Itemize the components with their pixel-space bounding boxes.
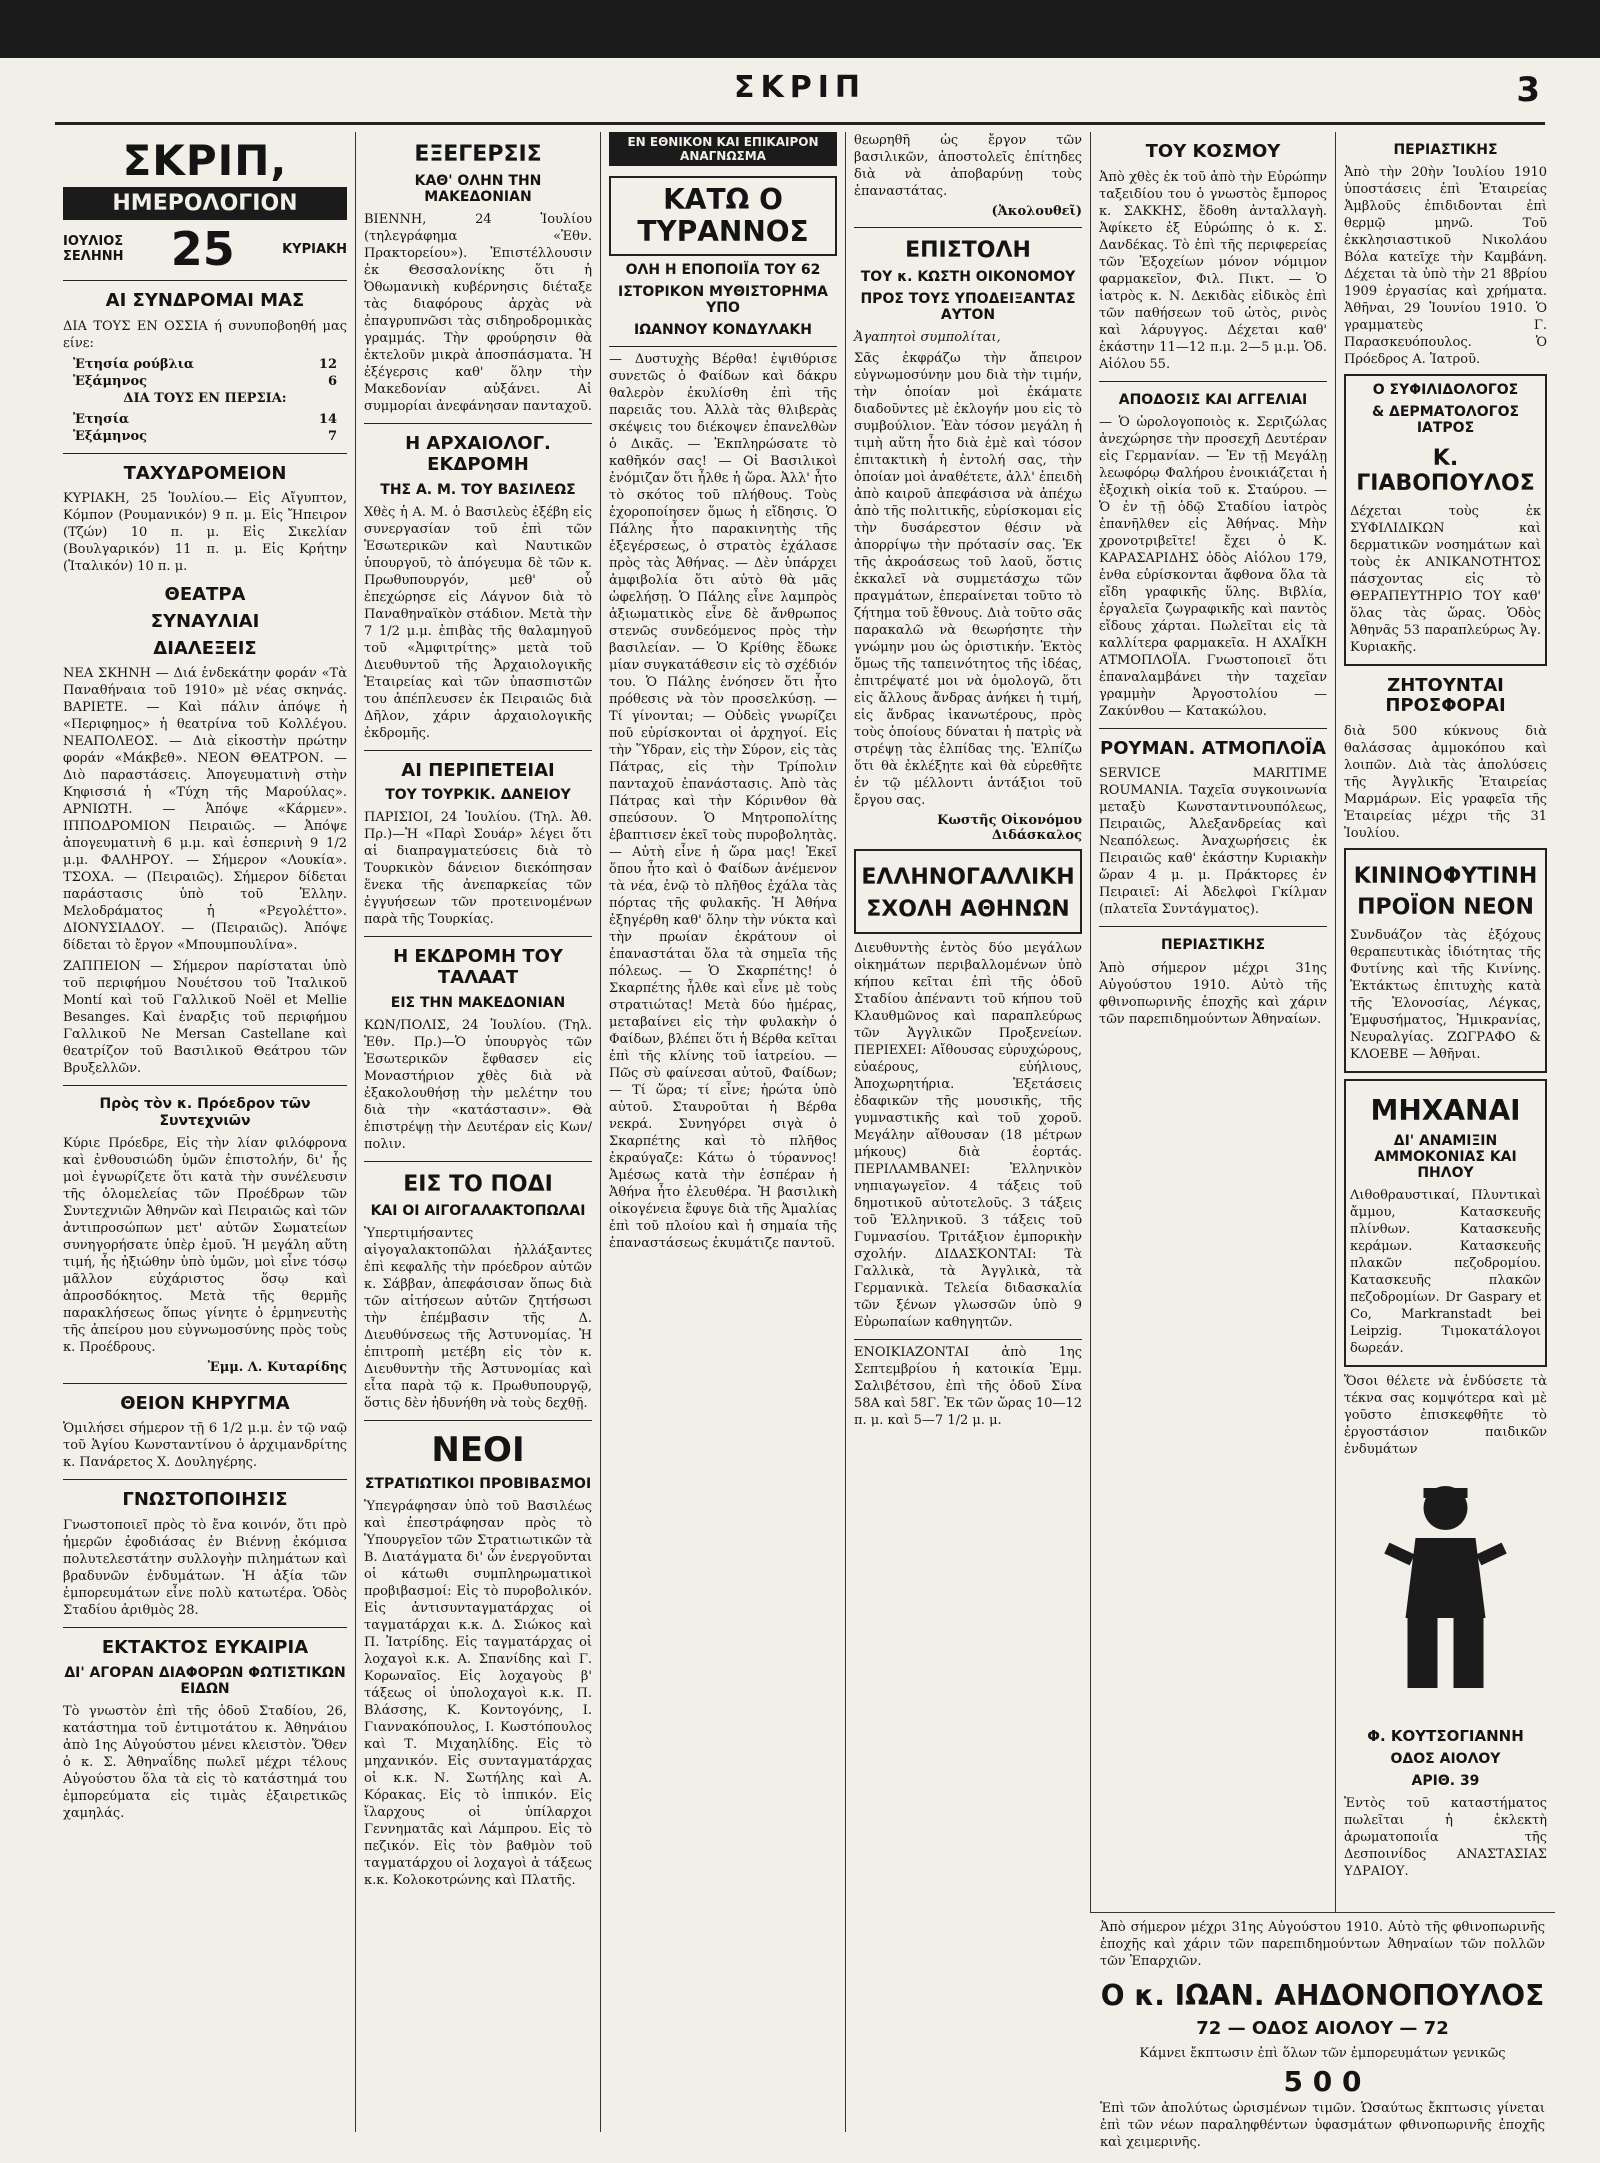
- serial-continued: (Ἀκολουθεῖ): [991, 204, 1082, 219]
- serial-text: — Δυστυχὴς Βέρθα! ἐψιθύρισε συνετῶς ὁ Φαίδων καὶ δάκρυ θαλερὸν ἐκυλίσθη ἐπὶ τῆς παρειᾶς του. Ἀλλὰ τὰς θλιβερὰς σκέψεις του διέκοψεν ἐπανελθὼν ὁ Δικᾶς. — Ἐκπληρώσατε τὸ καθῆκόν σας! — Οἱ Βασιλικοὶ ἐνόμιζαν ὅτι ἦλθε ἡ ὥρα. Ἀλλ' ἦτο τὸ σκότος τοῦ πλήθους. Τοὺς ἐχοροποίησεν ὅμως ἡ εἴδησις. Ὁ Πάλης ἦτο παρακινητὴς τῆς ἐξεγέρσεως, ὁ στρατὸς ἐχάλασε πρὸς τὰς Ἀθήνας. — Δὲν ὑπάρχει ἀμφιβολία ὅτι αὐτὸ θὰ μᾶς ὠφελήσῃ. Ὁ Πάλης εἶνε λαμπρὸς ἀξιωματικὸς εἶνε δὲ ἄνθρωπος στενῶς συνδεόμενος πρὸς τὴν βασιλείαν. — Ὁ Κρίθης ἔδωκε μίαν συγκατάθεσιν εἰς τὸ σχέδιόν του. Ὁ Πάλης ἐνόησεν ὅτι ἦτο πρόθεσις νὰ τὸν προσελκύσῃ. — Τί γίνονται; — Οὐδεὶς γνωρίζει ποῦ εὑρίσκονται οἱ ἀρχηγοί. Εἰς τὴν Ὕδραν, εἰς τὴν Σύρον, εἰς τὰς Πάτρας, εἰς τὴν Τρίπολιν πανταχοῦ ἐπανάστασις. Ἀπὸ τὰς Πάτρας καὶ τὴν Κόρινθον θὰ σπεύσουν. Ὁ Μητροπολίτης ἐβαπτισεν ἐκεῖ τοὺς πυροβολητὰς. — Αὐτὴ εἶνε ἡ ὥρα μας! Ἐκεῖ ὅπου ἦτο καὶ ὁ Φαίδων ἀνέμενον τὰ νέα, ἐνῷ τὸ πλῆθος ἐχάλα τὰς πόρτας τῆς φυλακῆς. Ἡ Ἀθήνα ἐξηγέρθη καθ' ὅλην τὴν νύκτα καὶ τὴν πρωίαν ἐκράτουν οἱ ἐπαναστάται ὅλα τὰ σημεῖα τῆς πόλεως. — Ὁ Σκαρπέτης! ὁ Σκαρπέτης ἦλθε καὶ εἶνε μὲ τοὺς στρατιώτας! Μετὰ δύο ἡμέρας, μεταβαίνει εἰς τὴν φυλακὴν ὁ Φαίδων, βλέπει ὅτι ἡ Βέρθα κεῖται ἐπὶ τῆς κλίνης τοῦ ἰατρείου. — Πῶς σὺ φαίνεσαι αὐτοῦ, Φαίδων; — Τί ὥρα; τί εἶνε; ἠρώτα ὑπὸ αὐτοῦ. Σταυροῦται ἡ Βέρθα νεκρά. Συνηγόρει σιγὰ ὁ Σκαρπέτης καὶ τὸ πλῆθος ἐκραύγαζε: Κάτω ὁ τύραννος! Ἀμέσως κατὰ τὴν ἑσπέραν ἡ Ἀθήνα ἦτο ἐλευθέρα. Ἡ βασιλικὴ οἰκογένεια ἔφυγε διὰ τῆς Ἀμαλίας ἐπὶ τοῦ πλοίου καὶ ἡ σημαία τῆς ἐπαναστάσεως ἐκυμάτιζε παντοῦ.: [609, 352, 837, 1252]
- letter-subtitle: ΠΡΟΣ ΤΟΥΣ ΥΠΟΔΕΙΞΑΝΤΑΣ ΑΥΤΟΝ: [860, 291, 1076, 324]
- subs-row-label: Ἑξάμηνος: [73, 373, 148, 389]
- page-number: 3: [1516, 70, 1540, 110]
- notices-heading: ΓΝΩΣΤΟΠΟΙΗΣΙΣ: [122, 1489, 288, 1511]
- school-text: Διευθυντὴς ἐντὸς δύο μεγάλων οἰκημάτων περιβαλλομένων ὑπὸ κήπου κεῖται ἐπὶ τῆς ὁδοῦ Σταδίου ἀπέναντι τοῦ κήπου τοῦ Κλαυθμῶνος καὶ παραπλεύρως τῶν Ἀγγλικῶν Προξενείων. ΠΕΡΙΕΧΕΙ: Αἴθουσας εὐρυχώρους, εὐαέρους, εὐήλιους, Ἀποχωρητήρια. Ἐξετάσεις ἐδαφικῶν τῆς μουσικῆς, τῆς γυμναστικῆς καὶ τοῦ χοροῦ. Μεγάλην αἴθουσαν (18 μέτρων μήκους) διὰ ἑορτάς. ΠΕΡΙΛΑΜΒΑΝΕΙ: Ἑλληνικὸν νηπιαγωγεῖον. 4 τάξεις τοῦ δημοτικοῦ αὐτοτελοῦς. 3 τάξεις τοῦ Ἑλληνικοῦ. 3 τάξεις τοῦ Γυμνασίου. Τριτάξιον ἐμπορικὴν σχολήν. ΔΙΔΑΣΚΟΝΤΑΙ: Τὰ Γαλλικὰ, τὰ Ἀγγλικὰ, τὰ Γερμανικὰ. Τελεία διδασκαλία τῶν ξένων γλωσσῶν ὑπὸ 9 Εὐρωπαίων καθηγητῶν.: [854, 940, 1082, 1330]
- letter-title: ΕΠΙΣΤΟΛΗ: [905, 238, 1031, 263]
- bottom-shop-ad: [1090, 1912, 1555, 2151]
- school-title: ΕΛΛΗΝΟΓΑΛΛΙΚΗ: [861, 865, 1075, 891]
- divider: [609, 346, 837, 347]
- article-subtitle: ΤΗΣ Α. Μ. ΤΟΥ ΒΑΣΙΛΕΩΣ: [380, 481, 576, 498]
- article-text: ΒΙΕΝΝΗ, 24 Ἰουλίου (τηλεγράφημα «Ἐθν. Πρακτορείου»). Ἐπιστέλλουσιν ἐκ Θεσσαλονίκης ὅτι ἡ Ὀθωμανικὴ κυβέρνησις διέταξε τὰς διαφόρους ἀρχὰς νὰ ἐπαγρυπνῶσι τὰς σιδηροδρομικὰς γραμμάς. Τὴν φρούρησιν θὰ ἐκτελοῦν μικρὰ ἀποσπάσματα. Ἡ ἐξέγερσις καθ' ὅλην τὴν Μακεδονίαν αὐξάνει. Αἱ συμμορίαι ἀνεφάνησαν πανταχοῦ.: [364, 212, 592, 415]
- subs-foreign-heading: ΔΙΑ ΤΟΥΣ ΕΝ ΠΕΡΣΙΑ:: [123, 390, 287, 406]
- article-subtitle: ΚΑΙ ΟΙ ΑΙΓΟΓΑΛΑΚΤΟΠΩΛΑΙ: [370, 1203, 586, 1220]
- divider: [63, 1627, 347, 1628]
- section-text: SERVICE MARITIME ROUMANIA. Ταχεῖα συγκοινωνία μεταξὺ Κωνσταντινουπόλεως, Πειραιῶς, Ἀλεξανδρείας καὶ Νεαπόλεως. Ἀναχωρήσεις ἐκ Πειραιῶς καθ' ἑκάστην Κυριακὴν ὥραν 4 μ. μ. Πράκτορες ἐν Πειραιεῖ: Αἱ Ἀδελφοὶ Γκίλμαν (πλατεῖα Συντάγματος).: [1099, 766, 1327, 918]
- article-text: Ὑπερτιμήσαντες αἰγογαλακτοπῶλαι ἠλλάξαντες ἐπὶ κεφαλῆς τὴν πρόεδρον αὐτῶν κ. Σάββαν, ἀπεφάσισαν ὅπως διὰ τῶν αἰτήσεων αὐτῶν ζητήσωσι τὴν ἐπέμβασιν τῆς Δ. Διευθύνσεως τῆς Ἀστυνομίας. Ἡ ἐπιτροπὴ μετέβη εἰς τὸν κ. Διευθυντὴν τῆς Ἀστυνομίας καὶ εἶτα παρὰ τῷ κ. Πρωθυπουργῷ, ὅστις δὲν ἠδυνήθη νὰ τοὺς δεχθῇ.: [364, 1226, 592, 1412]
- moon-label: ΣΕΛΗΝΗ: [63, 249, 124, 264]
- divider: [854, 227, 1082, 228]
- sale-subheading: ΔΙ' ΑΓΟΡΑΝ ΔΙΑΦΟΡΩΝ ΦΩΤΙΣΤΙΚΩΝ ΕΙΔΩΝ: [64, 1664, 346, 1697]
- rent-text: ΕΝΟΙΚΙΑΖΟΝΤΑΙ ἀπὸ 1ης Σεπτεμβρίου ἡ κατοικία Ἐμμ. Σαλιβέτσου, ἐπὶ τῆς ὁδοῦ Σίνα 58Α καὶ 58Γ. Ἐκ τῶν ὥρας 10—12 π. μ. καὶ 5—7 1/2 μ. μ.: [854, 1344, 1082, 1428]
- divider: [63, 280, 347, 281]
- sale-text: Τὸ γνωστὸν ἐπὶ τῆς ὁδοῦ Σταδίου, 26, κατάστημα τοῦ ἐντιμοτάτου κ. Ἀθηνάιου ἀπὸ 1ης Αὐγούστου μένει κλειστὸν. Ὅθεν ὁ κ. Σ. Ἀθηναΐδης πωλεῖ μέχρι τέλους Αὐγούστου ὅλα τὰ εἰς τὸ κατάστημά του ἐμπορεύματα εἰς τιμὰς ἐξαιρετικῶς χαμηλάς.: [63, 1703, 347, 1821]
- school-ad: [854, 849, 1082, 934]
- divider: [854, 1339, 1082, 1340]
- bottom-notice: Ἀπὸ σήμερον μέχρι 31ης Αὐγούστου 1910. Αὐτὸ τῆς φθινοπωρινῆς ἐποχῆς καὶ χάριν τῶν παρεπιδημούντων Ἀθηναίων τῶν πολλῶν τῶν Ἐπαρχιῶν.: [1100, 1920, 1545, 1969]
- serial-author: ΙΩΑΝΝΟΥ ΚΟΝΔΥΛΑΚΗ: [634, 322, 812, 339]
- letter-heading: Πρὸς τὸν κ. Πρόεδρον τῶν Συντεχνιῶν: [99, 1096, 311, 1129]
- divider: [364, 423, 592, 424]
- divider: [364, 1161, 592, 1162]
- date-row: [63, 222, 347, 276]
- machines-subtitle: ΔΙ' ΑΝΑΜΙΞΙΝ ΑΜΜΟΚΟΝΙΑΣ ΚΑΙ ΠΗΛΟΥ: [1374, 1132, 1517, 1181]
- bottom-shop-line: Κάμνει ἔκπτωσιν ἐπὶ ὅλων τῶν ἐμπορευμάτων γενικῶς: [1139, 2046, 1506, 2062]
- divider: [1099, 926, 1327, 927]
- section-title: ΖΗΤΟΥΝΤΑΙ ΠΡΟΣΦΟΡΑΙ: [1385, 674, 1506, 717]
- section-text: — Ὁ ὡρολογοποιὸς κ. Σεριζώλας ἀνεχώρησε τὴν προσεχῆ Δευτέραν εἰς Γερμανίαν. — Ἐν τῇ Μεγάλῃ λεωφόρῳ Φαλήρου ἐνοικιάζεται ἡ ἐξοχικὴ οἰκία τοῦ κ. Σταύρου. — Ὁ ἐν τῇ ὁδῷ Σταδίου ἰατρὸς ἐπανῆλθεν εἰς Ἀθήνας. Μὴν χρονοτριβεῖτε! ἔχει ὁ Κ. ΚΑΡΑΣΑΡΙΔΗΣ ὁδὸς Αἰόλου 179, ἐνθα εὑρίσκονται ἄφθονα ὅλα τὰ εἴδη γραφικῆς ὕλης. Βιβλία, ἐργαλεῖα ζωγραφικῆς καὶ παντὸς εἴδους χάρται. Πωλεῖται εἰς τὰ καλλίτερα φαρμακεῖα. Η ΑΧΑΪΚΗ ΑΤΜΟΠΛΟΪΑ. Γνωστοποιεῖ ὅτι ἐπαναλαμβάνει τὴν ταχεῖαν γραμμὴν Ἀργοστολίου — Ζακύνθου — Κατακώλου.: [1099, 414, 1327, 719]
- bottom-shop-text: Ἐπὶ τῶν ἀπολύτως ὡρισμένων τιμῶν. Ὡσαύτως ἔκπτωσις γίνεται ἐπὶ τῶν νέων παραληφθέντων ὑφασμάτων φθινοπωρινῆς ἐποχῆς καὶ χειμερινῆς.: [1100, 2101, 1545, 2151]
- post-heading: ΤΑΧΥΔΡΟΜΕΙΟΝ: [123, 462, 287, 484]
- bottom-discount: 5 0 0: [1283, 2065, 1362, 2099]
- subs-intro: ΔΙΑ ΤΟΥΣ ΕΝ ΟΣΣΙΑ ή συνυποβοηθή μας είνε:: [63, 318, 347, 351]
- divider: [63, 453, 347, 454]
- subs-row: [63, 373, 347, 390]
- section-title: ΠΕΡΙΑΣΤΙΚΗΣ: [1160, 937, 1266, 954]
- divider: [63, 1085, 347, 1086]
- sermon-heading: ΘΕΙΟΝ ΚΗΡΥΓΜΑ: [120, 1392, 290, 1414]
- lectures-heading: ΔΙΑΛΕΞΕΙΣ: [153, 637, 257, 659]
- subs-heading: ΑΙ ΣΥΝΔΡΟΜΑΙ ΜΑΣ: [105, 290, 305, 311]
- header-rule: [55, 122, 1545, 125]
- article-title: ΕΙΣ ΤΟ ΠΟΔΙ: [403, 1171, 553, 1197]
- subs-row-value: 12: [318, 356, 337, 372]
- doctor-name: Κ. ΓΙΑΒΟΠΟΥΛΟΣ: [1356, 446, 1535, 497]
- clothing-ad-text: Ὅσοι θέλετε νὰ ἐνδύσετε τὰ τέκνα σας κομψότερα καὶ μὲ γοῦστο ἐπισκεφθῆτε τὸ ἐργοστάσιον παιδικῶν ἐνδυμάτων: [1344, 1373, 1547, 1457]
- article-text: Χθὲς ἡ Α. Μ. ὁ Βασιλεὺς ἐξέβη εἰς συνεργασίαν τοῦ ἐπὶ τῶν Ἐσωτερικῶν καὶ Ναυτικῶν ὑπουργοῦ, τὸ ἀπόγευμα δὲ τῶν κ. Πρωθυπουργόν, μεθ' οὗ ἐπεχώρησε εἰς Λάγνον διὰ τὸ Παναθηναϊκὸν στάδιον. Μετὰ τὴν 7 1/2 μ.μ. ἐπιβὰς τῆς θαλαμηγοῦ τοῦ «Ἀμφιτρίτης» μετὰ τοῦ Διευθυντοῦ τῆς Ἀρχαιολογικῆς Ἑταιρείας καὶ τῶν ὑπασπιστῶν του ἀπέπλευσεν ἐκ Πειραιῶς διὰ Δῆλον, χάριν ἀρχαιολογικῆς ἐκδρομῆς.: [364, 504, 592, 741]
- article-text: ΠΑΡΙΣΙΟΙ, 24 Ἰουλίου. (Τηλ. Ἀθ. Πρ.)—Ἡ «Παρὶ Σουάρ» λέγει ὅτι αἱ διαπραγματεύσεις διὰ τὸ Τουρκικὸν δάνειον διεκόπησαν ἕνεκα τῆς ἀνεπαρκείας τῶν ἐγγυήσεων τῶν προτεινομένων παρὰ τῆς Τουρκίας.: [364, 810, 592, 928]
- bottom-shop-name: Ο κ. ΙΩΑΝ. ΑΗΔΟΝΟΠΟΥΛΟΣ: [1100, 1979, 1545, 2012]
- zappeion-text: ΖΑΠΠΕΙΟΝ — Σήμερον παρίσταται ὑπὸ τοῦ περιφήμου Νουέτσου τοῦ Ἰταλικοῦ Montí καὶ τοῦ Γαλλικοῦ Noël et Mellie Besanges. Καὶ ἐναρξις τοῦ περιφήμου Γαλλικοῦ Ne Mersan Castellane καὶ θεατρίζον τοῦ Βασιλικοῦ Θεάτρου τῶν Βρυξελλῶν.: [63, 959, 347, 1077]
- medicine-ad: [1344, 848, 1547, 1073]
- column-2: [355, 132, 600, 2132]
- boy-illustration: [1344, 1468, 1547, 1708]
- article-title: ΝΕΟΙ: [431, 1430, 525, 1471]
- divider: [364, 1420, 592, 1421]
- section-text: Ἀπὸ χθὲς ἐκ τοῦ ἀπὸ τὴν Εὐρώπην ταξειδίου του ὁ γνωστὸς ἔμπορος κ. ΣΑΚΚΗΣ, ἔδοθη ἀνταλλαγὴ. Ἀφίκετο ἐξ Εὐρώπης ὁ κ. Σ. Δανδέκας. Τὸ ἐπὶ τῆς περιφερείας τῶν Ἐξοχείων μόνον νόμιμον φαρμακεῖον, Φιλ. Πικτ. — Ὁ ἰατρὸς κ. Ν. Δεκιδὰς εἰδικὸς ἐπὶ τῶν παθήσεων τοῦ ὠτὸς, ρινὸς καὶ λάρυγγος. Δέχεται καθ' ἑκάστην 11—12 π.μ. 2—5 μ.μ. Ὁδ. Αἰόλου 55.: [1099, 169, 1327, 372]
- subs-row-value: 7: [327, 428, 337, 444]
- post-text: ΚΥΡΙΑΚΗ, 25 Ἰουλίου.— Εἰς Αἴγυπτον, Κόμπον (Ρουμανικόν) 9 π. μ. Εἰς Ἤπειρον (Τζών) 10 π. μ. Εἰς Σικελίαν (Βουλγαρικόν) 11 π. μ. Εἰς Κρήτην (Ἰταλικόν) 10 π. μ.: [63, 491, 347, 575]
- day-name: ΚΥΡΙΑΚΗ: [282, 241, 347, 257]
- theatre-heading: ΘΕΑΤΡΑ: [164, 584, 246, 606]
- subs-row: [63, 411, 347, 428]
- notices-text: Γνωστοποιεῖ πρὸς τὸ ἔνα κοινόν, ὅτι πρὸ ἡμερῶν ἐφοδιάσας ἐν Βιέννῃ ἐκόμισα πολυτελεστάτην συλλογὴν πιλημάτων καὶ βραδυνῶν ἐνδυμάτων. Ἡ ἀξία τῶν ἐμπορευμάτων εἶνε πολὺ κατωτέρα. Ὁδὸς Σταδίου ἀριθμὸς 28.: [63, 1518, 347, 1618]
- letter-greeting: Ἀγαπητοὶ συμπολίται,: [854, 330, 1001, 346]
- subs-row: [63, 428, 347, 445]
- sale-heading: ΕΚΤΑΚΤΟΣ ΕΥΚΑΙΡΙΑ: [101, 1637, 309, 1658]
- doctor-subtitle: & ΔΕΡΜΑΤΟΛΟΓΟΣ ΙΑΤΡΟΣ: [1371, 404, 1520, 437]
- masthead: ΣΚΡΙΠ: [734, 70, 866, 105]
- column-4: [845, 132, 1090, 2132]
- subs-row: [63, 356, 347, 373]
- subs-row-label: Ἑξάμηνος: [73, 428, 148, 444]
- serial-subtitle: ΟΛΗ Η ΕΠΟΠΟΙΪΑ ΤΟΥ 62: [625, 262, 821, 279]
- month-label: ΙΟΥΛΙΟΣ: [63, 234, 124, 249]
- bottom-shop-address: 72 — ΟΔΟΣ ΑΙΟΛΟΥ — 72: [1196, 2018, 1449, 2040]
- article-title: Η ΕΚΔΡΟΜΗ ΤΟΥ ΤΑΛΑΑΤ: [393, 946, 563, 989]
- serial-banner: ΕΝ ΕΘΝΙΚΟΝ ΚΑΙ ΕΠΙΚΑΙΡΟΝ ΑΝΑΓΝΩΣΜΑ: [609, 132, 837, 166]
- machines-title: ΜΗΧΑΝΑΙ: [1370, 1093, 1521, 1127]
- article-text: Ὑπεγράφησαν ὑπὸ τοῦ Βασιλέως καὶ ἐπεστράφησαν πρὸς τὸ Ὑπουργεῖον τῶν Στρατιωτικῶν τὰ Β. Διατάγματα δι' ὧν ἐνεργοῦνται οἱ κάτωθι συμπληρωματικοὶ προβιβασμοί: Εἰς τὸ πυροβολικόν. Εἰς ἀντισυνταγματάρχας οἱ ταγματάρχαι κ.κ. Δ. Σιώκος καὶ Π. Ἰατρίδης. Εἰς ταγματάρχας οἱ λοχαγοὶ κ.κ. Α. Σπανίδης καὶ Γ. Κορωναῖος. Εἰς λοχαγοὺς β' τάξεως οἱ ὑπολοχαγοὶ κ.κ. Π. Βλάσσης, Κ. Κοντογόνης, Ι. Γιαννακόπουλος, Ι. Κωστόπουλος καὶ Τ. Μιχαηλίδης. Εἰς τὸ μηχανικόν. Εἰς συνταγματάρχας οἱ κ.κ. Ν. Σωτήλης καὶ Α. Κόρακας. Εἰς τὸ ἱππικόν. Εἰς ἴλαρχους οἱ ὑπίλαρχοι Γεννηματᾶς καὶ Λάμπρου. Εἰς τὸ πεζικόν. Εἰς τὸν βαθμὸν τοῦ ταγματάρχου οἱ λοχαγοὶ ἀ τάξεως κ.κ. Κολοκοτρώνης καὶ Πλατῆς.: [364, 1499, 592, 1889]
- school-subtitle: ΣΧΟΛΗ ΑΘΗΝΩΝ: [866, 896, 1070, 922]
- clothing-shop-number: ΑΡΙΘ. 39: [1411, 1773, 1480, 1790]
- subs-row-value: 14: [318, 411, 337, 427]
- column-6: [1335, 132, 1555, 2132]
- theatre-text: ΝΕΑ ΣΚΗΝΗ — Διά ἑνδεκάτην φοράν «Τὰ Παναθήναια τοῦ 1910» μὲ νέας σκηνάς. ΒΑΡΙΕΤΕ. — Καὶ πάλιν ἀπόψε ἡ «Περιφημος» ἡ θεατρίνα τοῦ Κολλέγου. ΝΕΑΠΟΛΕΟΣ. — Διὰ εἰκοστὴν πρώτην φοράν «Μάκβεθ». ΝΕΟΝ ΘΕΑΤΡΟΝ. — Διὸ παραστάσεις. Ἀπογευματινὴ στὴν Κηφισσιά ἡ «Τύχη τῆς Μαρούλας». ΑΡΝΙΩΤΗ. — Ἀπόψε «Κάρμεν». ΙΠΠΟΔΡΟΜΙΟΝ Πειραιῶς. — Ἀπόψε ἀπογευματινὴ 6 μ.μ. καὶ ἑσπερινὴ 9 1/2 μ.μ. ΦΑΛΗΡΟΥ. — Σήμερον «Λουκία». ΤΣΟΧΑ. — (Πειραιῶς). Σήμερον δίδεται παράστασις ὑπὸ τοῦ Ἑλλην. Μελοδράματος ἡ «Ρεγολέττο». ΔΙΟΝΥΣΙΑΔΟΥ. — (Πειραιῶς). Ἀπόψε δίδεται τὸ ἔργον «Μπουμπουλίνα».: [63, 666, 347, 954]
- article-title: ΑΙ ΠΕΡΙΠΕΤΕΙΑΙ: [401, 759, 555, 781]
- top-black-band: [0, 0, 1600, 58]
- newspaper-page: [55, 132, 1555, 2151]
- serial-title: ΚΑΤΩ Ο ΤΥΡΑΝΝΟΣ: [609, 176, 837, 256]
- divider: [1099, 728, 1327, 729]
- serial-subtitle: ΙΣΤΟΡΙΚΟΝ ΜΥΘΙΣΤΟΡΗΜΑ ΥΠΟ: [618, 284, 828, 317]
- subs-row-label: Ἐτησία: [73, 411, 130, 427]
- letter-signature-title: Διδάσκαλος: [991, 828, 1082, 844]
- column-3: [600, 132, 845, 2132]
- clothing-shop-text: Ἐντὸς τοῦ καταστήματος πωλεῖται ἡ ἐκλεκτὴ ἀρωματοποιΐα τῆς Δεσποινίδος ΑΝΑΣΤΑΣΙΑΣ ΥΔΡΑΙΟΥ.: [1344, 1796, 1547, 1880]
- section-title: ΠΕΡΙΑΣΤΙΚΗΣ: [1393, 142, 1498, 158]
- letter-text: Κύριε Πρόεδρε, Εἰς τὴν λίαν φιλόφρονα καὶ ἐνθουσιώδη ὑμῶν ἐπιστολήν, δι' ἧς μοὶ ἐγνωρίζετε ὅτι κατὰ τὴν συνέλευσιν τῆς ὁλομελείας τῶν Προέδρων τῶν Συντεχνιῶν Ἀθηνῶν καὶ Πειραιῶς καὶ τῶν ἀντιπροσώπων μετ' αὐτῶν Σωματείων συνηγορήσατε ὑπὲρ ἐμοῦ. Ἡ μεγάλη αὕτη τιμή, ἧς ἠξιώθην ὑπὸ ὑμῶν, μοὶ εἶνε τόσῳ μᾶλλον εὐχάριστος ὅσῳ καὶ ἀπροσδόκητος. Μετὰ τῆς θερμῆς παρακλήσεως ὅπως γίνητε ὁ ἐρμηνευτὴς τῆς ἀπείρου μου εὐγνωμοσύνης πρὸς τοὺς κ. Προέδρους.: [63, 1135, 347, 1355]
- column-5: [1090, 132, 1335, 2132]
- column-1: [55, 132, 355, 2132]
- letter-signature: Κωστῆς Οἰκονόμου: [937, 813, 1082, 829]
- article-title: ΕΞΕΓΕΡΣΙΣ: [414, 142, 542, 167]
- page-header: [0, 58, 1600, 128]
- section-title: ΤΟΥ ΚΟΣΜΟΥ: [1145, 141, 1281, 162]
- subs-row-value: 6: [327, 373, 337, 389]
- clothing-shop-address: ΟΔΟΣ ΑΙΟΛΟΥ: [1390, 1751, 1501, 1768]
- calendar-title: ΗΜΕΡΟΛΟΓΙΟΝ: [63, 187, 347, 220]
- doctor-ad: [1344, 374, 1547, 666]
- concerts-heading: ΣΥΝΑΥΛΙΑΙ: [150, 611, 260, 633]
- subs-row-label: Ἐτησία ρούβλια: [73, 356, 194, 372]
- section-text: διὰ 500 κύκνους διὰ θαλάσσας ἀμμοκόπου καὶ λοιπῶν. Διὰ τὰς ἀπολύσεις τῆς Ἀγγλικῆς Ἑταιρείας Μαρμάρων. Εἰς γραφεῖα τῆς Ἑταιρείας μέχρι τῆς 31 Ἰουλίου.: [1344, 724, 1547, 842]
- article-subtitle: ΕΙΣ ΤΗΝ ΜΑΚΕΔΟΝΙΑΝ: [390, 994, 566, 1011]
- article-title: Η ΑΡΧΑΙΟΛΟΓ. ΕΚΔΡΟΜΗ: [405, 433, 551, 475]
- letter-signature: Ἐμμ. Λ. Κυταρίδης: [207, 1359, 347, 1375]
- divider: [364, 750, 592, 751]
- divider: [1099, 381, 1327, 382]
- medicine-subtitle: ΠΡΟΪΟΝ ΝΕΟΝ: [1357, 895, 1534, 921]
- machines-text: Λιθοθραυστικαί, Πλυντικαὶ ἄμμου, Κατασκευῆς πλίνθων. Κατασκευῆς κεράμων. Κατασκευῆς πλακῶν πεζοδρομίου. Κατασκευῆς πλακῶν πεζοδρομίων. Dr Gaspary et Co, Markranstadt bei Leipzig. Τιμοκατάλογοι δωρεάν.: [1350, 1187, 1541, 1356]
- logo: ΣΚΡΙΠ,: [122, 136, 288, 185]
- doctor-text: Δέχεται τοὺς ἐκ ΣΥΦΙΛΙΔΙΚΩΝ καὶ δερματικῶν νοσημάτων καὶ τοὺς ἐκ ΑΝΙΚΑΝΟΤΗΤΟΣ πάσχοντας εἰς τὸ ΘΕΡΑΠΕΥΤΗΡΙΟ ΤΟΥ καθ' ὅλας τὰς ὥρας. Ὁδὸς Ἀθηνᾶς 53 παραπλεύρως Ἁγ. Κυριακῆς.: [1350, 503, 1541, 655]
- date-labels: [63, 234, 123, 264]
- section-title: ΡΟΥΜΑΝ. ΑΤΜΟΠΛΟΪΑ: [1100, 737, 1326, 759]
- machines-ad: [1344, 1079, 1547, 1367]
- serial-continuation: θεωρηθῆ ὡς ἔργον τῶν βασιλικῶν, ἀποστολεῖς ἐπίτηδες διὰ νὰ ἀποβαρύνῃ τοὺς ἐπαναστάτας.: [854, 133, 1082, 199]
- article-subtitle: ΣΤΡΑΤΙΩΤΙΚΟΙ ΠΡΟΒΙΒΑΣΜΟΙ: [364, 1476, 592, 1493]
- article-subtitle: ΚΑΘ' ΟΛΗΝ ΤΗΝ ΜΑΚΕΔΟΝΙΑΝ: [414, 173, 542, 206]
- section-title: ΑΠΟΔΟΣΙΣ ΚΑΙ ΑΓΓΕΛΙΑΙ: [1118, 391, 1308, 408]
- divider: [63, 1383, 347, 1384]
- section-text: Ἀπὸ σήμερον μέχρι 31ης Αὐγούστου 1910. Αὐτὸ τῆς φθινοπωρινῆς ἐποχῆς καὶ χάριν τῶν παρεπιδημούντων Ἀθηναίων.: [1099, 960, 1327, 1027]
- medicine-text: Συνδυάζον τὰς ἐξόχους θεραπευτικὰς ἰδιότητας τῆς Φυτίνης καὶ τῆς Κινίνης. Ἐκτάκτως ἐπιτυχὴς κατὰ τῆς Ἐλονοσίας, Λέγκας, Ἐμφυσήματος, Ἠμικρανίας, Νευραλγίας. ΖΩΓΡΑΦΟ & ΚΛΟΕΒΕ — Ἀθῆναι.: [1350, 927, 1541, 1062]
- sermon-text: Ὁμιλήσει σήμερον τῇ 6 1/2 μ.μ. ἐν τῷ ναῷ τοῦ Ἁγίου Κωνσταντίνου ὁ ἀρχιμανδρίτης κ. Πανάρετος Χ. Δουληγέρης.: [63, 1421, 347, 1471]
- doctor-title: Ο ΣΥΦΙΛΙΔΟΛΟΓΟΣ: [1372, 382, 1519, 399]
- day-number: 25: [170, 222, 235, 276]
- article-subtitle: ΤΟΥ ΤΟΥΡΚΙΚ. ΔΑΝΕΙΟΥ: [385, 787, 571, 804]
- letter-subtitle: ΤΟΥ κ. ΚΩΣΤΗ ΟΙΚΟΝΟΜΟΥ: [860, 269, 1076, 286]
- letter-text: Σᾶς ἐκφράζω τὴν ἄπειρον εὐγνωμοσύνην μου διὰ τὴν τιμήν, τὴν ὁποίαν μοὶ ἐκάματε διαδοῦντες μὲ ἐκλογήν μου εἰς τὸ συμβούλιον. Ἐὰν τόσον μεγάλη ἡ τιμὴ αὕτη ἦτο διὰ ἐμὲ καὶ τόσον ἐπιτακτικὴ ἡ ἐντολή σας, τὴν ὁποίαν μοὶ ἀναθέτετε, ἀλλ' ἐπειδὴ ἀπὸ καιροῦ ἀπεφάσισα νὰ ἀπέχω ἀπὸ τῆς πολιτικῆς, εὑρίσκομαι εἰς τὴν δυσάρεστον θέσιν νὰ ἀπορρίψω τὴν πρότασίν σας. Ἐκ τῆς ἀκροάσεως τοῦ λαοῦ, ὅστις ἐκκαλεῖ νὰ συμμετάσχω τῶν πραγμάτων, ἐπεραίνεται τοῦτο τὸ ζήτημα τοῦ ἔθνους. Διὰ τοῦτο σᾶς παρακαλῶ νὰ θεωρήσητε τὴν γνώμην μου ὡς ὁριστικήν. Ἐκτὸς ὅμως τῆς ταπεινότητος τῆς ἰδέας, ἐπιτρέψατέ μοι νὰ ὁμολογῶ, ὅτι εἰς ἄλλους ἄνδρας ἀνήκει ἡ τιμή, εἰς ἄνδρας ἱκανωτέρους, πρὸς τοὺς ὁποίους δύναται ἡ πατρὶς νὰ στρέψῃ τὰς ἐλπίδας της. Ἐλπίζω ὅτι θὰ ἐκλέξητε καὶ θὰ εὑρεθῆτε ἐν τῷ μέλλοντι ἀντάξιοι τοῦ ἔργου σας.: [854, 351, 1082, 809]
- medicine-title: ΚΙΝΙΝΟΦΥΤΙΝΗ: [1353, 864, 1538, 890]
- clothing-shop-name: Φ. ΚΟΥΤΣΟΓΙΑΝΝΗ: [1367, 1726, 1524, 1745]
- section-text: Ἀπὸ τὴν 20ὴν Ἰουλίου 1910 ὑποστάσεις ἐπὶ Ἑταιρείας Ἀμβλοῦς ἐπιδιδονται ἐπὶ θερμῷ μηνῶ. Τοῦ ἐκκλησιαστικοῦ Νικολάου Βόλα κατεῖχε τὴν Καμβάνη. Δέχεται τὰ ὑπὸ τὴν 21 8βρίου 1909 ἐργασίας καὶ χρήματα. Ἀθῆναι, 29 Ἰουνίου 1910. Ὁ γραμματεὺς Γ. Παρασκευόπουλος. Ὁ Πρόεδρος Α. Ἰατροῦ.: [1344, 165, 1547, 368]
- divider: [63, 1479, 347, 1480]
- divider: [364, 936, 592, 937]
- article-text: ΚΩΝ/ΠΟΛΙΣ, 24 Ἰουλίου. (Τηλ. Ἐθν. Πρ.)—Ὁ ὑπουργὸς τῶν Ἐσωτερικῶν ἔφθασεν εἰς Μοναστήριον χθὲς διὰ νὰ ἐξακολουθήσῃ τὴν μελέτην του διὰ τὴν «κατάστασιν». Θὰ ἐπιστρέψῃ τὴν Δευτέραν εἰς Κων/πολιν.: [364, 1017, 592, 1152]
